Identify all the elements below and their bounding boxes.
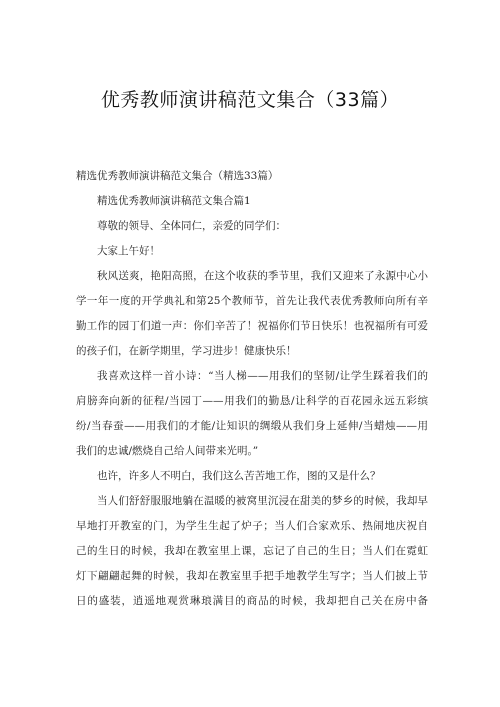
- document-title: 优秀教师演讲稿范文集合（33篇）: [100, 89, 400, 111]
- body-line: 己的生日的时候，我却在教室里上课，忘记了自己的生日；当人们在霓虹: [76, 545, 428, 557]
- body-line: 我们的忠诚/燃烧自己给人间带来光明。”: [76, 445, 259, 457]
- body-line: 精选优秀教师演讲稿范文集合（精选33篇）: [76, 170, 279, 182]
- body-line: 纷/当春蚕——用我们的才能/让知识的绸缎从我们身上延伸/当蜡烛——用: [76, 420, 428, 432]
- body-line: 勤工作的园丁们道一声：你们辛苦了！祝福你们节日快乐！也祝福所有可爱: [76, 320, 428, 332]
- body-line: 早地打开教室的门，为学生生起了炉子；当人们合家欢乐、热闹地庆祝自: [76, 520, 428, 532]
- body-line: 学一年一度的开学典礼和第25个教师节，首先让我代表优秀教师向所有辛: [76, 295, 428, 307]
- body-line: 秋风送爽，艳阳高照，在这个收获的季节里，我们又迎来了永源中心小: [97, 270, 428, 282]
- body-line: 的孩子们，在新学期里，学习进步！健康快乐！: [76, 345, 297, 357]
- body-line: 肩膀奔向新的征程/当园丁——用我们的勤恳/让科学的百花园永远五彩缤: [76, 395, 428, 407]
- body-line: 我喜欢这样一首小诗：“当人梯——用我们的坚韧/让学生踩着我们的: [97, 370, 428, 382]
- document-body: [76, 164, 428, 614]
- body-line: 日的盛装，逍遥地观赏琳琅满目的商品的时候，我却把自己关在房中备: [76, 595, 428, 607]
- section-heading: 精选优秀教师演讲稿范文集合篇1: [97, 195, 251, 207]
- body-line: 也许，许多人不明白，我们这么苦苦地工作，图的又是什么？: [97, 470, 381, 482]
- body-line: 灯下翩翩起舞的时候，我却在教室里手把手地教学生写字；当人们披上节: [76, 570, 428, 582]
- body-line: 当人们舒舒服服地躺在温暖的被窝里沉浸在甜美的梦乡的时候，我却早: [97, 495, 428, 507]
- salutation: 尊敬的领导、全体同仁，亲爱的同学们：: [97, 220, 286, 232]
- greeting: 大家上午好！: [97, 245, 160, 257]
